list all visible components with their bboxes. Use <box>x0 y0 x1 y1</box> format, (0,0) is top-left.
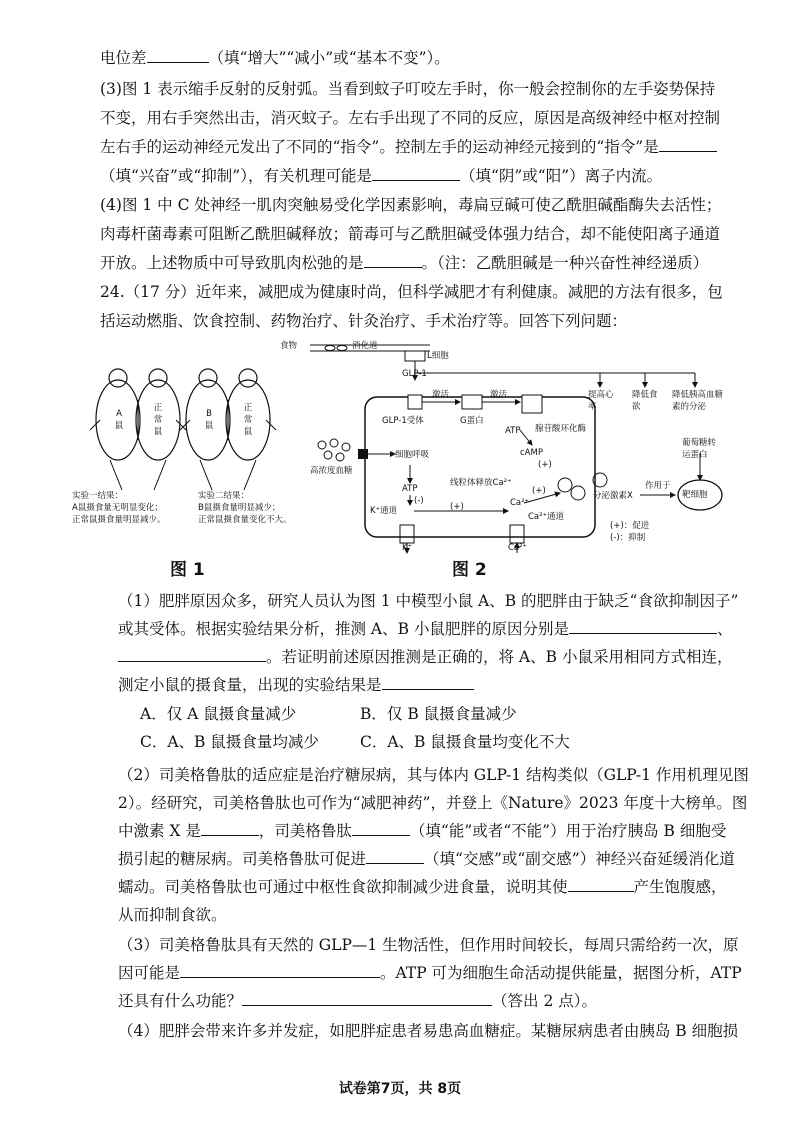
text: 中激素 X 是 <box>118 822 201 840</box>
answer-blank[interactable] <box>201 821 259 836</box>
text: 损引起的糖尿病。司美格鲁肽可促进 <box>118 850 367 868</box>
label-adenylate: 腺苷酸环化酶 <box>535 424 587 434</box>
text: （填“兴奋”或“抑制”），有关机理可能是 <box>100 167 372 185</box>
label-plus-2: (+) <box>532 486 546 496</box>
label-eff-appetite: 降低食欲 <box>632 390 658 412</box>
label-plus-3: (+) <box>450 502 464 512</box>
label-ca-1: Ca²⁺ <box>510 498 530 508</box>
answer-blank[interactable] <box>352 821 410 836</box>
figure-1-caption: 图 1 <box>170 560 205 580</box>
text: 。（注：乙酰胆碱是一种兴奋性神经递质） <box>421 254 709 272</box>
glp1-diagram <box>310 335 730 555</box>
text-line: 2）。经研究，司美格鲁肽也可作为“减肥神药”，并登上《Nature》2023 年度十大榜单。图 <box>118 794 748 812</box>
text: 、 <box>716 620 733 638</box>
text: 开放。上述物质中可导致肌肉松弛的是 <box>100 254 364 272</box>
text: （填“增大”“减小”或“基本不变”）。 <box>208 49 450 67</box>
text-line <box>118 618 732 640</box>
label-k-ion: K⁺ <box>402 543 413 553</box>
exp1-line2: 正常鼠摄食量明显减少。 <box>72 515 166 525</box>
legend-minus: (-)：抑制 <box>610 533 646 543</box>
label-normal-1: 正常鼠 <box>153 403 163 437</box>
option-a[interactable]: A．仅 A 鼠摄食量减少 <box>140 705 297 723</box>
text: （答出 2 点）。 <box>492 992 597 1010</box>
mouse-pair-2 <box>180 369 276 490</box>
text-line <box>118 962 742 984</box>
label-highglucose: 高浓度血糖 <box>310 466 353 476</box>
text-line: （1）肥胖原因众多，研究人员认为图 1 中模型小鼠 A、B 的肥胖由于缺乏“食欲抑制因子” <box>118 592 739 610</box>
label-eff-heart: 提高心率 <box>588 390 614 412</box>
exp2-line2: 正常鼠摄食量变化不大。 <box>198 515 292 525</box>
label-mouse-b: B鼠 <box>204 409 214 431</box>
text: ，司美格鲁肽 <box>258 822 352 840</box>
answer-blank[interactable] <box>372 166 460 181</box>
option-c[interactable]: C．A、B 鼠摄食量均减少 <box>140 733 319 751</box>
text-line <box>100 136 717 158</box>
answer-blank[interactable] <box>366 849 424 864</box>
label-ca-2: Ca²⁺ <box>508 543 528 553</box>
label-mouse-a: A鼠 <box>114 409 124 431</box>
text-line <box>118 848 735 870</box>
text: 蠕动。司美格鲁肽也可通过中枢性食欲抑制减少进食量，说明其使 <box>118 878 568 896</box>
legend <box>610 520 649 544</box>
text-line <box>100 165 662 187</box>
page-footer: 试卷第7页，共 8页 <box>338 1081 462 1097</box>
label-kchannel: K⁺通道 <box>370 506 398 516</box>
label-acton: 作用于 <box>645 481 671 491</box>
label-normal-2: 正常鼠 <box>243 403 253 437</box>
exp2-line1: B鼠摄食量明显减少； <box>198 503 281 513</box>
exp2-result <box>198 490 292 526</box>
exp1-line1: A鼠摄食量无明显变化； <box>72 503 163 513</box>
text-line <box>100 47 450 69</box>
text-line: （3）司美格鲁肽具有天然的 GLP—1 生物活性，但作用时间较长，每周只需给药一次，原 <box>118 936 739 954</box>
text: 因可能是 <box>118 964 181 982</box>
text-line <box>118 820 726 842</box>
answer-blank[interactable] <box>180 963 380 978</box>
exp1-result <box>72 490 166 526</box>
text-line: 肉毒杆菌毒素可阻断乙酰胆碱释放；箭毒可与乙酰胆碱受体强力结合，却不能使阳离子通道 <box>100 225 721 243</box>
answer-blank[interactable] <box>382 675 474 690</box>
text: 。若证明前述原因推测是正确的，将 A、B 小鼠采用相同方式相连， <box>266 648 733 666</box>
answer-blank[interactable] <box>568 877 634 892</box>
answer-blank[interactable] <box>242 991 492 1006</box>
text-line: 24.（17 分）近年来，减肥成为健康时尚，但科学减肥才有利健康。减肥的方法有很多，包 <box>100 283 723 301</box>
answer-blank[interactable] <box>569 619 717 634</box>
text: 左右手的运动神经元发出了不同的“指令”。控制左手的运动神经元接到的“指令”是 <box>100 138 659 156</box>
answer-blank[interactable] <box>364 253 422 268</box>
label-mito: 线粒体释放Ca²⁺ <box>450 478 512 488</box>
label-minus-1: (-) <box>414 496 424 506</box>
label-glp1: GLP-1 <box>402 369 427 379</box>
text: （填“阴”或“阳”）离子内流。 <box>459 167 663 185</box>
label-eff-glucagon: 降低胰高血糖素的分泌 <box>672 390 724 412</box>
option-d[interactable]: C．A、B 鼠摄食量均变化不大 <box>360 733 570 751</box>
label-glut: 葡萄糖转运蛋白 <box>682 438 717 460</box>
label-gprotein: G蛋白 <box>460 416 484 426</box>
legend-plus: (+)：促进 <box>610 521 650 531</box>
text: 还具有什么功能？ <box>118 992 243 1010</box>
text: 。ATP 可为细胞生命活动提供能量，据图分析，ATP <box>380 964 742 982</box>
label-receptor: GLP-1受体 <box>382 416 424 426</box>
text-line: （2）司美格鲁肽的适应症是治疗糖尿病，其与体内 GLP-1 结构类似（GLP-1 作用机理见图 <box>118 766 749 784</box>
answer-blank[interactable] <box>147 48 209 63</box>
text-line: 从而抑制食欲。 <box>118 906 227 924</box>
label-activate-1: 激活 <box>432 390 450 400</box>
text-line: 括运动燃脂、饮食控制、药物治疗、针灸治疗、手术治疗等。回答下列问题： <box>100 312 628 330</box>
text-line <box>118 990 597 1012</box>
answer-blank[interactable] <box>659 137 717 152</box>
text-line <box>100 252 708 274</box>
label-cachannel: Ca²⁺通道 <box>528 512 565 522</box>
figure-2 <box>280 335 730 555</box>
label-atp-1: ATP <box>505 426 521 436</box>
text-line <box>118 876 727 898</box>
text: （填“交感”或“副交感”）神经兴奋延缓消化道 <box>424 850 735 868</box>
answer-blank[interactable] <box>118 647 266 662</box>
mouse-pair-1 <box>90 369 186 490</box>
label-tract: 消化道 <box>352 341 378 351</box>
exp2-title: 实验二结果： <box>198 491 250 501</box>
text-line: 不变，用右手突然出击，消灭蚊子。左右手出现了不同的反应，原因是高级神经中枢对控制 <box>100 109 721 127</box>
text-line: （4）肥胖会带来许多并发症，如肥胖症患者易患高血糖症。某糖尿病患者由胰岛 B 细胞损 <box>118 1022 739 1040</box>
label-lcell: L细胞 <box>427 351 449 361</box>
text-line: (3)图 1 表示缩手反射的反射弧。当看到蚊子叮咬左手时，你一般会控制你的左手姿势保持 <box>100 80 716 98</box>
text-line <box>118 646 732 668</box>
exp1-title: 实验一结果： <box>72 491 124 501</box>
label-food: 食物 <box>280 341 298 351</box>
label-activate-2: 激活 <box>490 390 508 400</box>
label-camp: cAMP <box>520 448 543 458</box>
option-b[interactable]: B．仅 B 鼠摄食量减少 <box>360 705 517 723</box>
label-target: 靶细胞 <box>682 490 708 500</box>
label-secrete: 分泌激素X <box>593 491 633 501</box>
text-line: (4)图 1 中 C 处神经一肌肉突触易受化学因素影响，毒扁豆碱可使乙酰胆碱酯酶失去活性； <box>100 196 722 214</box>
figure-2-caption: 图 2 <box>452 560 487 580</box>
text: （填“能”或者“不能”）用于治疗胰岛 B 细胞受 <box>409 822 727 840</box>
label-atp-2: ATP <box>402 484 418 494</box>
label-respiration: 细胞呼吸 <box>395 450 430 460</box>
text-line <box>118 674 474 696</box>
text: 产生饱腹感， <box>633 878 727 896</box>
text: 测定小鼠的摄食量，出现的实验结果是 <box>118 676 382 694</box>
figure-1 <box>70 360 320 530</box>
label-plus-1: (+) <box>538 460 552 470</box>
text: 电位差 <box>100 49 147 67</box>
text: 或其受体。根据实验结果分析，推测 A、B 小鼠肥胖的原因分别是 <box>118 620 569 638</box>
